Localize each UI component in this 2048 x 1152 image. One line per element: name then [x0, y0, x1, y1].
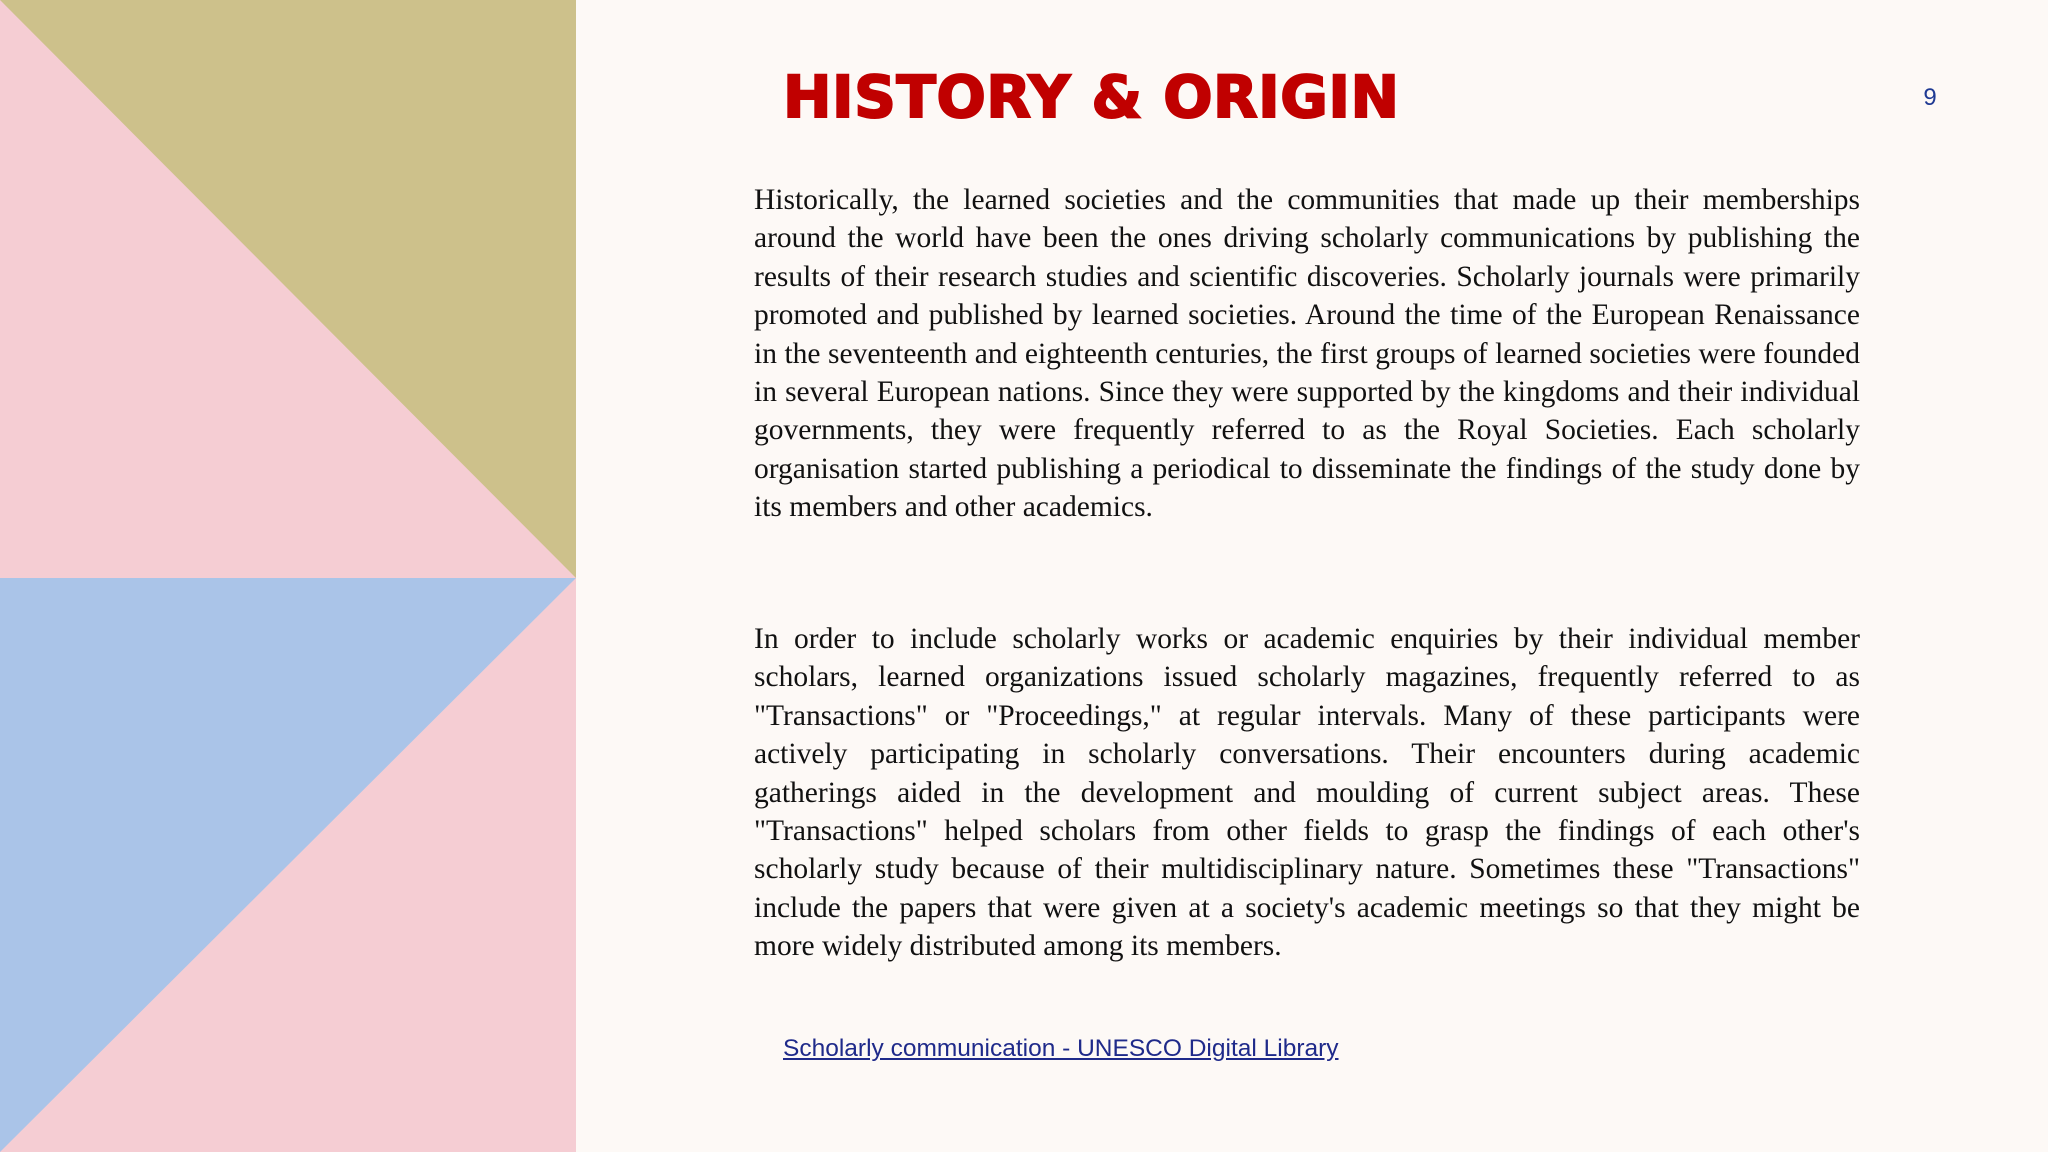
slide-title: HISTORY & ORIGIN	[783, 63, 1400, 131]
body-paragraph-1: Historically, the learned societies and the communities that made up their memberships around the world have been the ones driving scholarly communications by publishing the results of their research studies and scientific discoveries. Scholarly journals were primarily promoted and published by learned societies. Around the time of the European Renaissance in the seventeenth and eighteenth centuries, the first groups of learned societies were founded in several European nations. Since they were supported by the kingdoms and their individual governments, they were frequently referred to as the Royal Societies. Each scholarly organisation started publishing a periodical to disseminate the findings of the study done by its members and other academics.	[754, 184, 1860, 524]
source-link[interactable]: Scholarly communication - UNESCO Digital Library	[783, 1035, 1339, 1062]
decorative-geometric-panel	[0, 0, 576, 1152]
page-number: 9	[1923, 84, 1937, 111]
geometric-triangles-art	[0, 0, 576, 1152]
body-paragraph-2: In order to include scholarly works or academic enquiries by their individual member scholars, learned organizations issued scholarly magazines, frequently referred to as "Transactions" or "Proceedings," at regular intervals. Many of these participants were actively participating in scholarly conversations. Their encounters during academic gatherings aided in the development and moulding of current subject areas. These "Transactions" helped scholars from other fields to grasp the findings of each other's scholarly study because of their multidisciplinary nature. Sometimes these "Transactions" include the papers that were given at a society's academic meetings so that they might be more widely distributed among its members.	[754, 623, 1860, 963]
